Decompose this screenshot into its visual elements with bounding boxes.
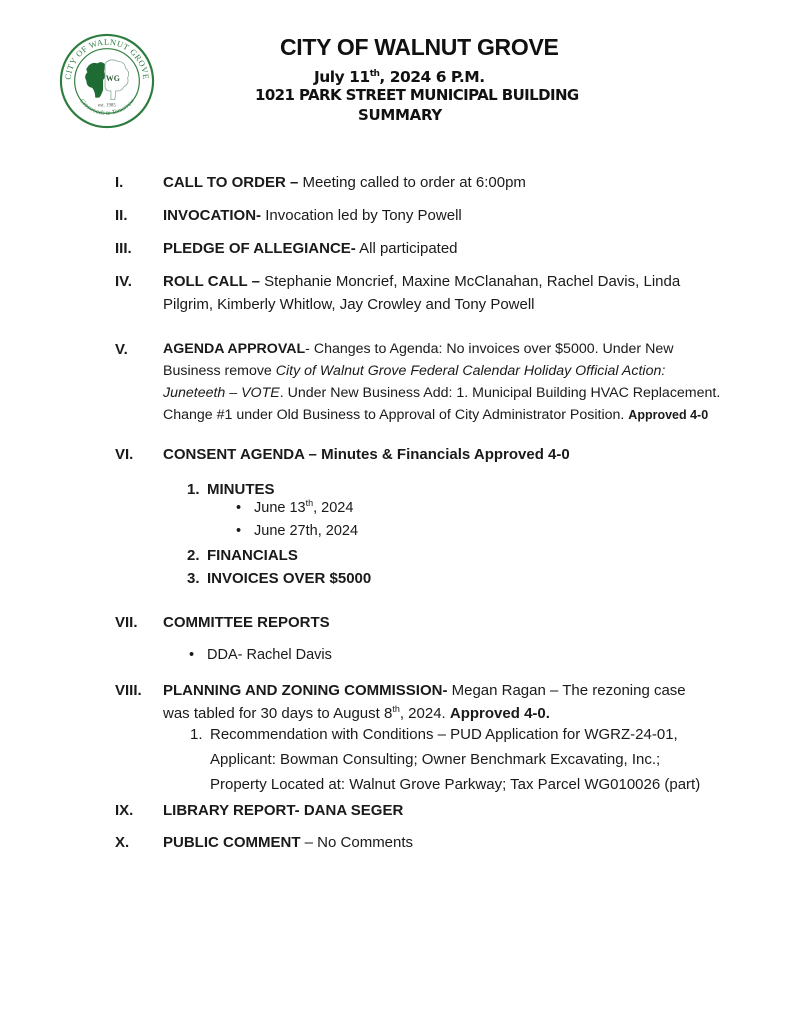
- item-text-a: - Changes to Agenda: No invoices over $5000. Under New Business remove: [163, 341, 674, 379]
- item-heading: LIBRARY REPORT- DANA SEGER: [163, 802, 404, 819]
- city-seal-logo: [58, 32, 156, 130]
- item-heading: COMMITTEE REPORTS: [163, 614, 330, 631]
- item-numeral: IX.: [115, 802, 134, 819]
- item-numeral: VII.: [115, 614, 138, 631]
- bullet-icon: •: [189, 647, 195, 663]
- date-post: , 2024: [313, 500, 354, 516]
- recommendation-line: Recommendation with Conditions – PUD Application for WGRZ-24-01,: [210, 726, 678, 743]
- item-numeral: VI.: [115, 446, 134, 463]
- date-sup: th: [392, 704, 400, 714]
- subitem-label: INVOICES OVER $5000: [207, 570, 372, 587]
- item-numeral: X.: [115, 834, 130, 851]
- subitem-number: 2.: [187, 547, 200, 564]
- date-pre: June 13: [254, 500, 306, 516]
- seal-established: est. 1985: [98, 103, 116, 109]
- item-numeral: IV.: [115, 273, 132, 290]
- recommendation-line: Applicant: Bowman Consulting; Owner Benchmark Excavating, Inc.;: [210, 751, 661, 768]
- date-pre: July 11: [314, 68, 370, 86]
- item-numeral: III.: [115, 240, 132, 257]
- item-heading: AGENDA APPROVAL: [163, 341, 306, 357]
- approval-status: Approved 4-0: [628, 408, 709, 422]
- recommendation-number: 1.: [190, 726, 203, 743]
- item-text: All participated: [355, 240, 458, 257]
- seal-graphic: [58, 32, 156, 130]
- committee-report-text: DDA- Rachel Davis: [207, 647, 332, 663]
- item-text: Invocation led by Tony Powell: [261, 207, 462, 224]
- item-italic-text: City of Walnut Grove Federal Calendar Holiday Official Action: Juneteeth – VOTE: [163, 363, 666, 401]
- item-text: Meeting called to order at 6:00pm: [298, 174, 526, 191]
- item-numeral: V.: [115, 341, 128, 358]
- subitem-label: MINUTES: [207, 481, 275, 498]
- bullet-icon: •: [236, 500, 242, 516]
- item-text: Stephanie Moncrief, Maxine McClanahan, Rachel Davis, Linda Pilgrim, Kimberly Whitlow, Jay Crowley and Tony Powell: [163, 273, 681, 313]
- item-heading: PLANNING AND ZONING COMMISSION-: [163, 682, 448, 699]
- item-heading: PLEDGE OF ALLEGIANCE-: [163, 240, 356, 257]
- item-text-a: Megan Ragan – The rezoning case was tabled for 30 days to August 8: [163, 682, 686, 722]
- item-heading: CONSENT AGENDA – Minutes & Financials Approved 4-0: [163, 446, 570, 463]
- date-sup: th: [369, 68, 380, 79]
- meeting-address: 1021 PARK STREET MUNICIPAL BUILDING: [255, 86, 579, 104]
- item-heading: ROLL CALL –: [163, 273, 260, 290]
- subitem-number: 1.: [187, 481, 200, 498]
- bullet-icon: •: [236, 523, 242, 539]
- pud-recommendation: [190, 722, 730, 797]
- seal-monogram: WG: [105, 74, 120, 83]
- item-heading: CALL TO ORDER –: [163, 174, 299, 191]
- document-type: SUMMARY: [358, 106, 442, 124]
- item-numeral: I.: [115, 174, 124, 191]
- subitem-label: FINANCIALS: [207, 547, 298, 564]
- document-title: CITY OF WALNUT GROVE: [280, 34, 559, 60]
- item-text-b: . Under New Business Add: 1. Municipal Building HVAC Replacement. Change #1 under Old Business to Approval of City Administrator Position.: [163, 385, 721, 423]
- meeting-date: [314, 68, 485, 86]
- tree-icon: [85, 62, 105, 98]
- item-heading: INVOCATION-: [163, 207, 262, 224]
- item-numeral: II.: [115, 207, 128, 224]
- subitem-number: 3.: [187, 570, 200, 587]
- item-heading: PUBLIC COMMENT: [163, 834, 301, 851]
- date-post: , 2024 6 P.M.: [379, 68, 485, 86]
- date-sup: th: [305, 498, 314, 509]
- seal-motto: Crossroads to Tomorrow: [78, 97, 136, 117]
- item-text: – No Comments: [300, 834, 414, 851]
- recommendation-line: Property Located at: Walnut Grove Parkway; Tax Parcel WG010026 (part): [210, 776, 701, 793]
- date-pre: June 27th, 2024: [254, 523, 359, 539]
- item-numeral: VIII.: [115, 682, 142, 699]
- approval-status: Approved 4-0.: [449, 705, 550, 722]
- seal-ring-text: CITY OF WALNUT GROVE: [63, 37, 151, 81]
- item-text-b: , 2024.: [399, 705, 450, 722]
